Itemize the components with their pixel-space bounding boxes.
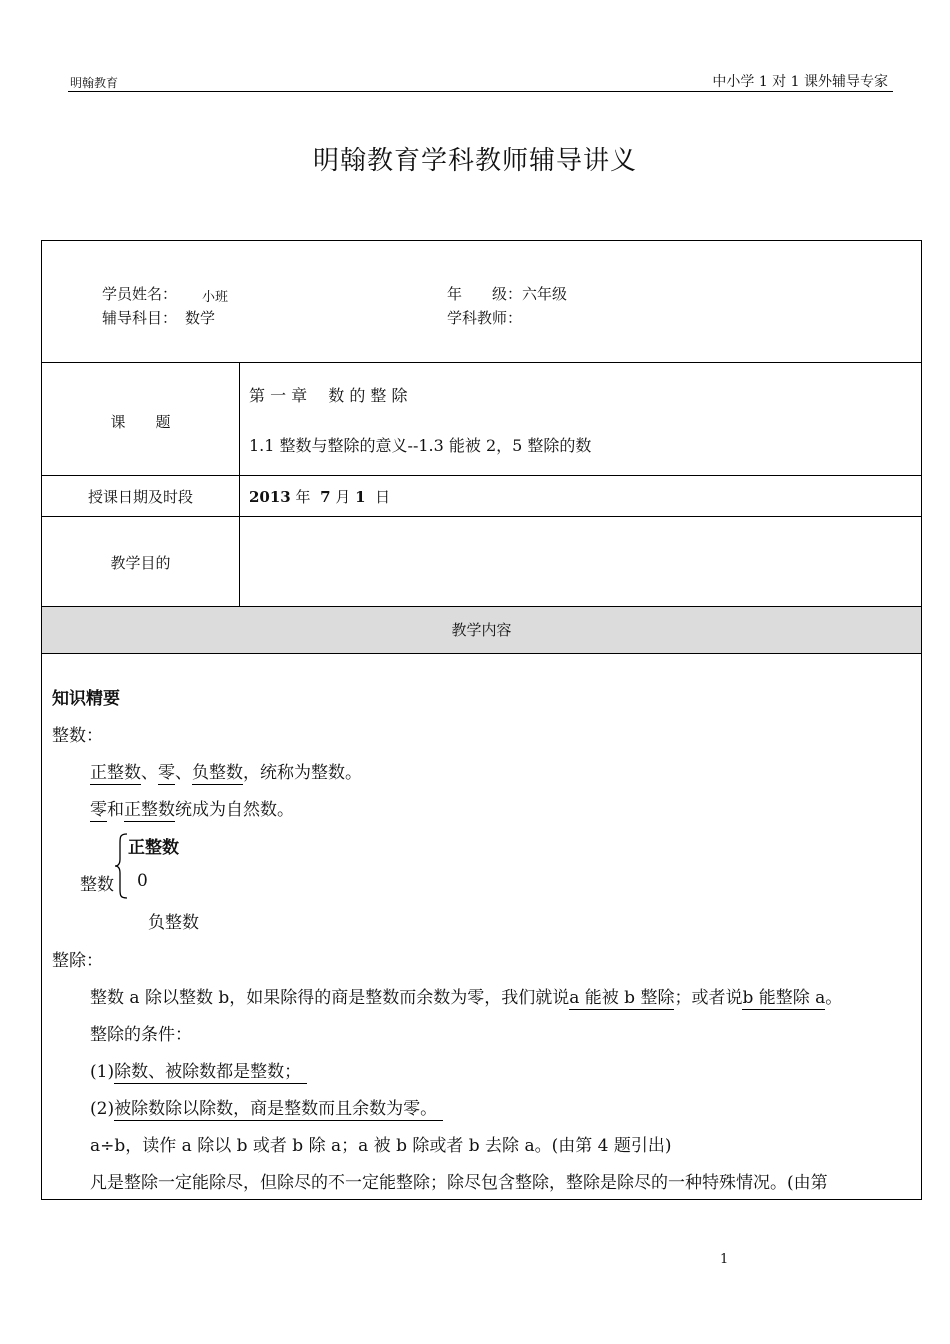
date-year: 2013 (249, 488, 291, 506)
term-zero: 零 (90, 800, 107, 820)
division-definition-head: 整数 a 除以整数 b，如果除得的商是整数而余数为零，我们就说 (90, 988, 570, 1008)
curly-brace-icon (114, 833, 128, 899)
term-a-divisible-by-b: a 能被 b 整除 (569, 988, 675, 1008)
integers-title: 整数： (52, 726, 103, 746)
divisibility-note: 凡是整除一定能除尽，但除尽的不一定能整除；除尽包含整除，整除是除尽的一种特殊情况。(由第 (90, 1173, 828, 1193)
division-title: 整除： (52, 951, 103, 971)
content-header: 教学内容 (451, 621, 512, 639)
content-header-bar (42, 606, 921, 654)
division-definition-end: 。 (825, 988, 843, 1008)
conjunction: 和 (107, 800, 124, 820)
section-title: 知识精要 (52, 689, 120, 709)
date-value (249, 486, 390, 507)
row-divider (42, 516, 921, 517)
condition-number: (2) (90, 1099, 115, 1119)
date-month-unit: 月 (335, 488, 351, 506)
brace-item-zero: 0 (137, 871, 148, 891)
natural-numbers-definition (90, 795, 294, 820)
subject-label: 辅导科目： (102, 309, 178, 327)
grade-label: 年 级： (447, 285, 523, 303)
term-negative-integer: 负整数 (192, 763, 243, 783)
separator: 、 (141, 763, 158, 783)
date-year-unit: 年 (295, 488, 311, 506)
division-definition (90, 983, 842, 1008)
student-name-value: 小班 (202, 290, 229, 305)
topic-chapter: 第 一 章 数 的 整 除 (249, 386, 408, 405)
integers-definition (90, 758, 362, 783)
document-title: 明翰教育学科教师辅导讲义 (312, 146, 637, 176)
brace-label: 整数 (80, 875, 114, 895)
student-name-label: 学员姓名： (102, 285, 178, 303)
brace-item-positive: 正整数 (128, 838, 179, 858)
separator: 、 (175, 763, 192, 783)
date-month: 7 (320, 488, 331, 506)
date-label: 授课日期及时段 (87, 488, 193, 506)
condition-2 (90, 1094, 443, 1119)
natural-numbers-tail: 统成为自然数。 (175, 800, 294, 820)
term-b-divides-a: b 能整除 a (742, 988, 826, 1008)
header-divider (68, 91, 893, 92)
division-definition-mid: ；或者说 (674, 988, 743, 1008)
term-zero: 零 (158, 763, 175, 783)
header-left-brand: 明翰教育 (70, 76, 119, 90)
lesson-table (41, 240, 922, 1200)
page-number: 1 (720, 1252, 729, 1267)
row-divider (42, 475, 921, 476)
topic-sections: 1.1 整数与整除的意义--1.3 能被 2，5 整除的数 (249, 436, 592, 455)
reading-rule: a÷b，读作 a 除以 b 或者 b 除 a；a 被 b 除或者 b 去除 a。(由第 4 题引出) (90, 1136, 672, 1156)
topic-label: 课 题 (110, 413, 171, 431)
term-positive-integer: 正整数 (90, 763, 141, 783)
condition-1-text: 除数、被除数都是整数； (114, 1062, 307, 1084)
date-day: 1 (355, 488, 366, 506)
column-divider (239, 362, 240, 606)
row-divider (42, 362, 921, 363)
brace-item-negative: 负整数 (148, 913, 199, 933)
condition-number: (1) (90, 1062, 115, 1082)
header-right-slogan: 中小学 1 对 1 课外辅导专家 (712, 74, 888, 90)
term-positive-integer: 正整数 (124, 800, 175, 820)
condition-2-text: 被除数除以除数，商是整数而且余数为零。 (114, 1099, 443, 1121)
goal-label: 教学目的 (110, 554, 171, 572)
grade-value: 六年级 (522, 285, 568, 303)
conditions-title: 整除的条件： (90, 1025, 192, 1045)
date-day-unit: 日 (375, 488, 391, 506)
condition-1 (90, 1057, 307, 1082)
teacher-label: 学科教师： (447, 309, 523, 327)
subject-value: 数学 (185, 309, 216, 327)
integers-definition-tail: ，统称为整数。 (243, 763, 362, 783)
